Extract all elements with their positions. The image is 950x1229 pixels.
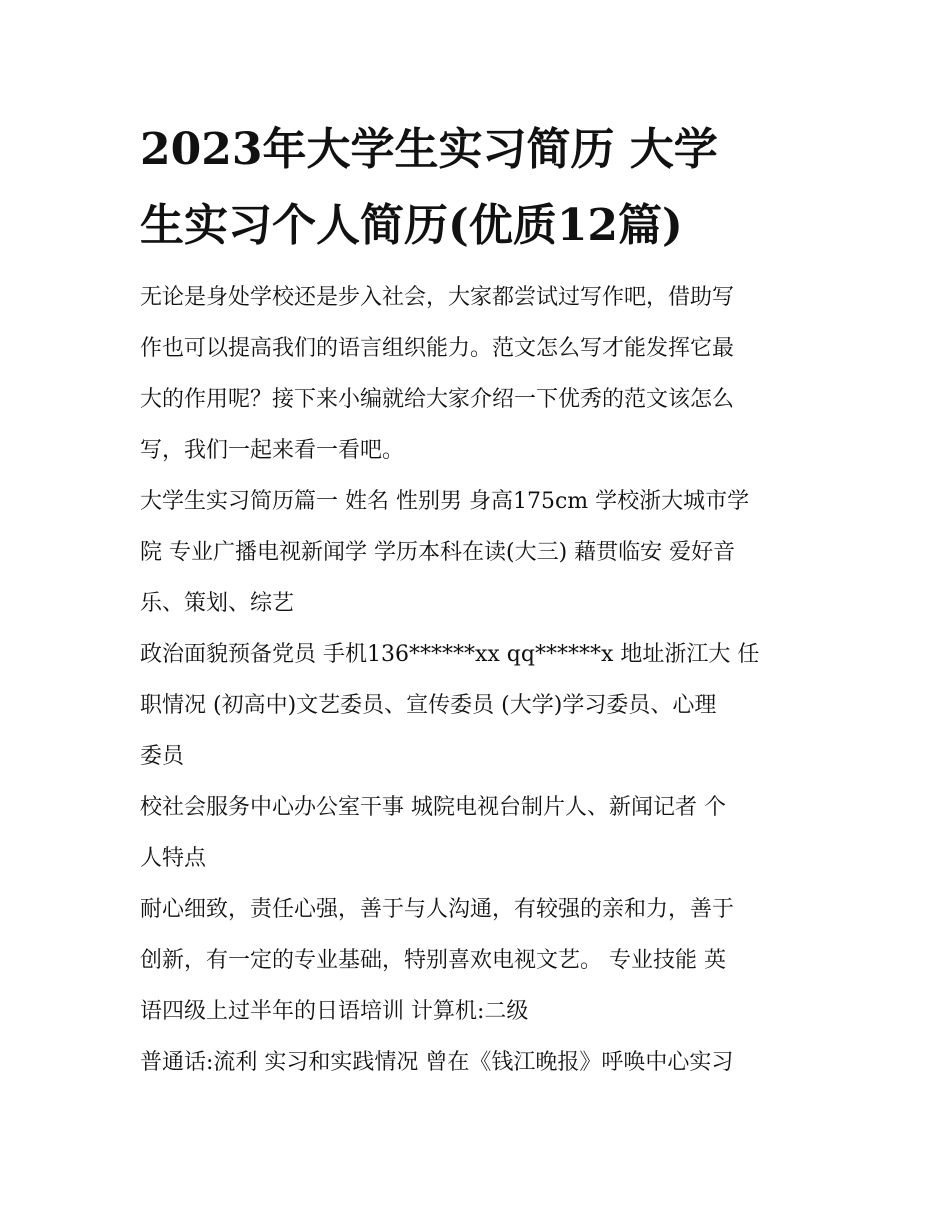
text-line: 委员 [140,744,185,769]
title-line-2: 生实习个人简历(优质12篇) [140,200,683,251]
text-line: 大的作用呢？接下来小编就给大家介绍一下优秀的范文该怎么 [140,387,735,412]
resume-traits-paragraph [140,884,820,1037]
text-line: 作也可以提高我们的语言组织能力。范文怎么写才能发挥它最 [140,336,735,361]
document-title [140,112,780,264]
text-line: 乐、策划、综艺 [140,591,295,616]
text-line: 人特点 [140,846,207,871]
document-page [140,112,820,1088]
text-line: 政治面貌预备党员 手机136******xx qq******x 地址浙江大 任 [140,642,760,667]
text-line: 普通话:流利 实习和实践情况 曾在《钱江晚报》呼唤中心实习 [140,1050,734,1075]
resume-internship-paragraph [140,1037,820,1088]
resume-contact-paragraph [140,629,820,782]
text-line: 创新，有一定的专业基础，特别喜欢电视文艺。 专业技能 英 [140,948,726,973]
text-line: 无论是身处学校还是步入社会，大家都尝试过写作吧，借助写 [140,285,735,310]
text-line: 大学生实习简历篇一 姓名 性别男 身高175cm 学校浙大城市学 [140,489,750,514]
title-line-1: 2023年大学生实习简历 大学 [140,124,718,175]
text-line: 职情况 (初高中)文艺委员、宣传委员 (大学)学习委员、心理 [140,693,717,718]
text-line: 院 专业广播电视新闻学 学历本科在读(大三) 藉贯临安 爱好音 [140,540,736,565]
text-line: 写，我们一起来看一看吧。 [140,438,405,463]
resume-basic-info-paragraph [140,476,820,629]
resume-positions-paragraph [140,782,820,884]
text-line: 校社会服务中心办公室干事 城院电视台制片人、新闻记者 个 [140,795,726,820]
text-line: 耐心细致，责任心强，善于与人沟通，有较强的亲和力，善于 [140,897,735,922]
intro-paragraph [140,272,820,476]
text-line: 语四级上过半年的日语培训 计算机:二级 [140,999,529,1024]
